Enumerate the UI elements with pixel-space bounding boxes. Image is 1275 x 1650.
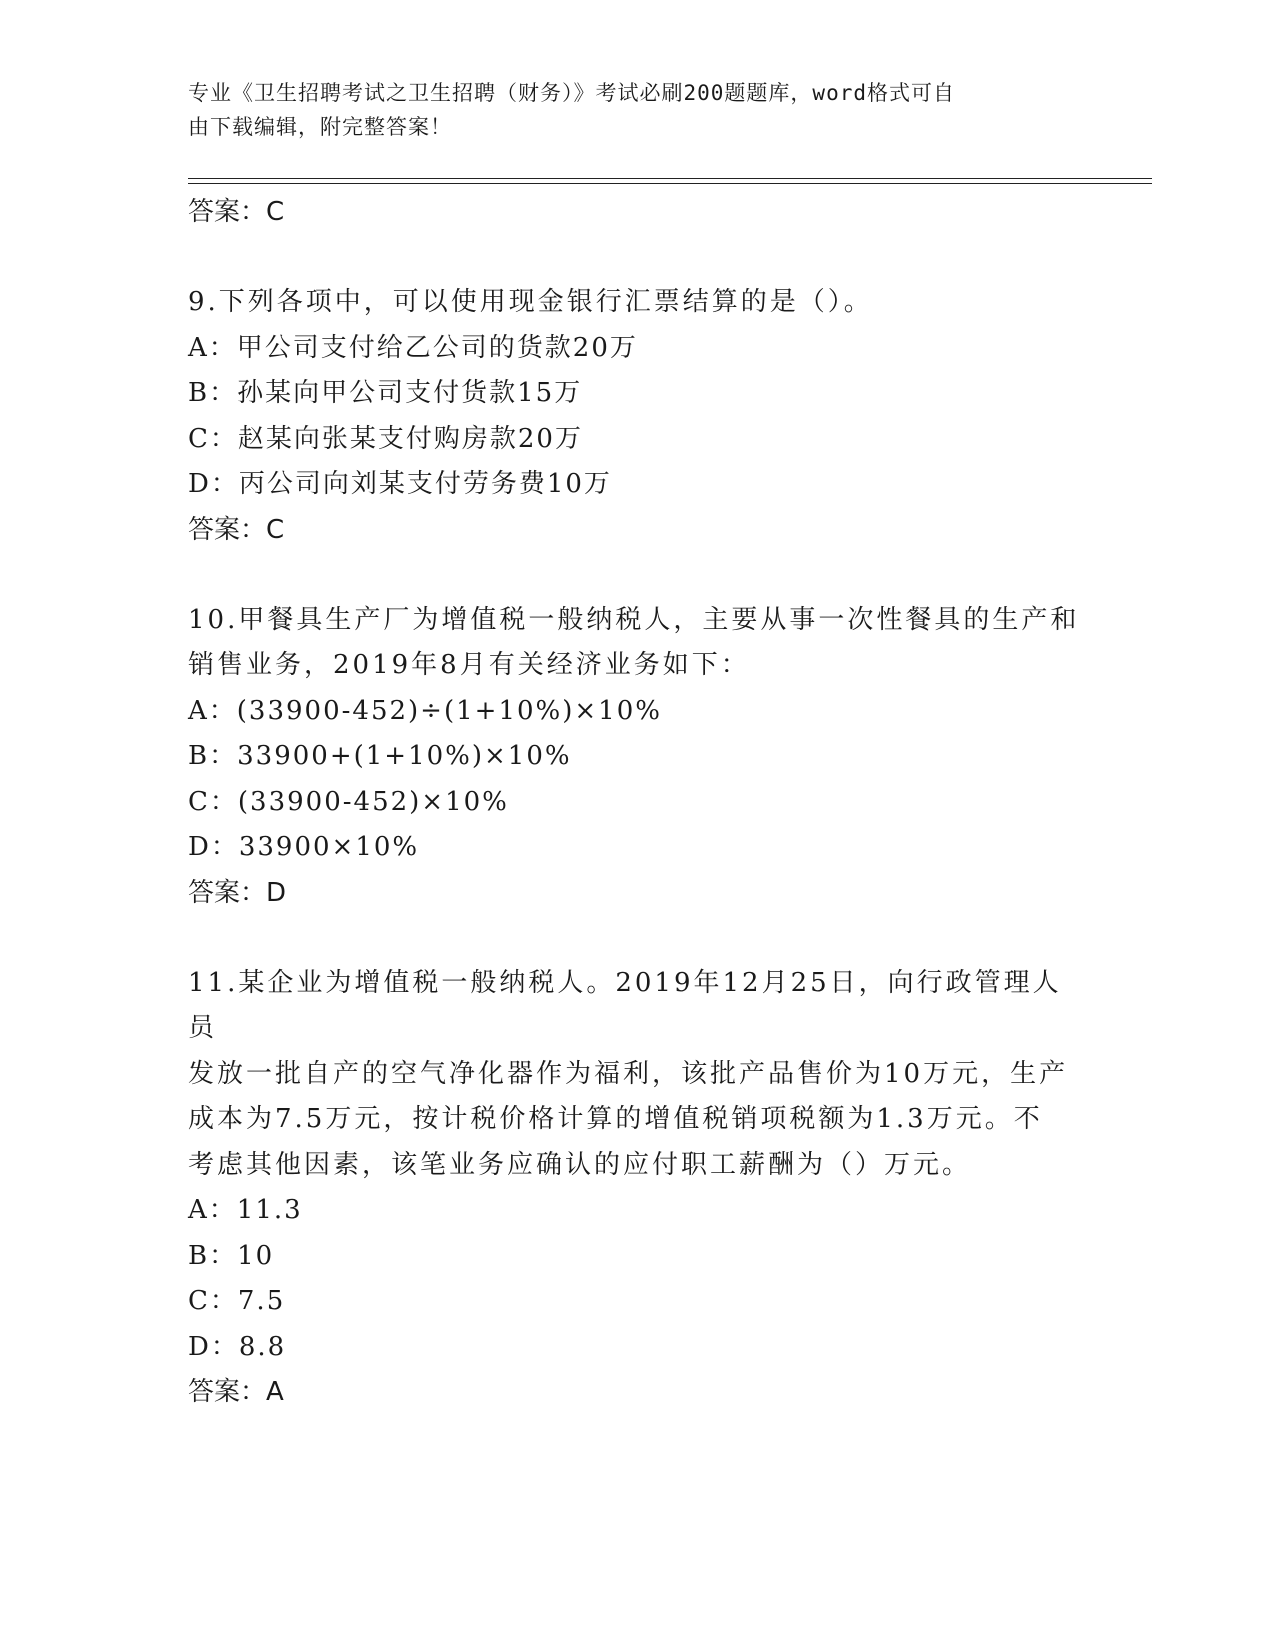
answer: 答案：D [188,877,287,908]
document-body [188,190,1088,1415]
question-text-line-3: 成本为7.5万元，按计税价格计算的增值税销项税额为1.3万元。不 [188,1104,1043,1134]
option-a: A：甲公司支付给乙公司的货款20万 [188,332,638,363]
option-b: B：33900+(1+10%)×10% [188,741,572,771]
option-c: C：7.5 [188,1286,286,1316]
answer-previous: 答案：C [188,197,285,227]
option-c: C：赵某向张某支付购房款20万 [188,423,583,454]
option-d: D：8.8 [188,1331,287,1362]
option-b: B：孙某向甲公司支付货款15万 [188,378,583,408]
option-a: A：11.3 [188,1195,303,1225]
question-text-line-1: 10.甲餐具生产厂为增值税一般纳税人，主要从事一次性餐具的生产和 [188,604,1080,635]
option-d: D：丙公司向刘某支付劳务费10万 [188,469,612,499]
question-text: 9.下列各项中，可以使用现金银行汇票结算的是（）。 [188,287,873,317]
option-a: A：(33900-452)÷(1+10%)×10% [188,695,662,726]
answer: 答案：C [188,514,285,545]
question-9 [188,280,1088,553]
header-line-1: 专业《卫生招聘考试之卫生招聘（财务）》考试必刷200题题库，word格式可自 [188,81,955,105]
header-divider-top [188,178,1152,179]
question-text-line-1: 11.某企业为增值税一般纳税人。2019年12月25日，向行政管理人员 [188,967,1062,1043]
spacer [188,916,1088,961]
question-text-line-2: 发放一批自产的空气净化器作为福利，该批产品售价为10万元，生产 [188,1058,1069,1089]
question-text-line-2: 销售业务，2019年8月有关经济业务如下： [188,650,750,680]
option-c: C：(33900-452)×10% [188,786,509,817]
answer: 答案：A [188,1377,284,1407]
header-line-2: 由下载编辑，附完整答案！ [188,115,452,139]
spacer [188,235,1088,280]
header-divider-bottom [188,183,1152,184]
question-10 [188,598,1088,916]
option-d: D：33900×10% [188,832,420,862]
option-b: B：10 [188,1240,275,1271]
document-header [188,76,1088,144]
spacer [188,553,1088,598]
question-11 [188,961,1088,1416]
question-text-line-4: 考虑其他因素，该笔业务应确认的应付职工薪酬为（）万元。 [188,1149,972,1180]
